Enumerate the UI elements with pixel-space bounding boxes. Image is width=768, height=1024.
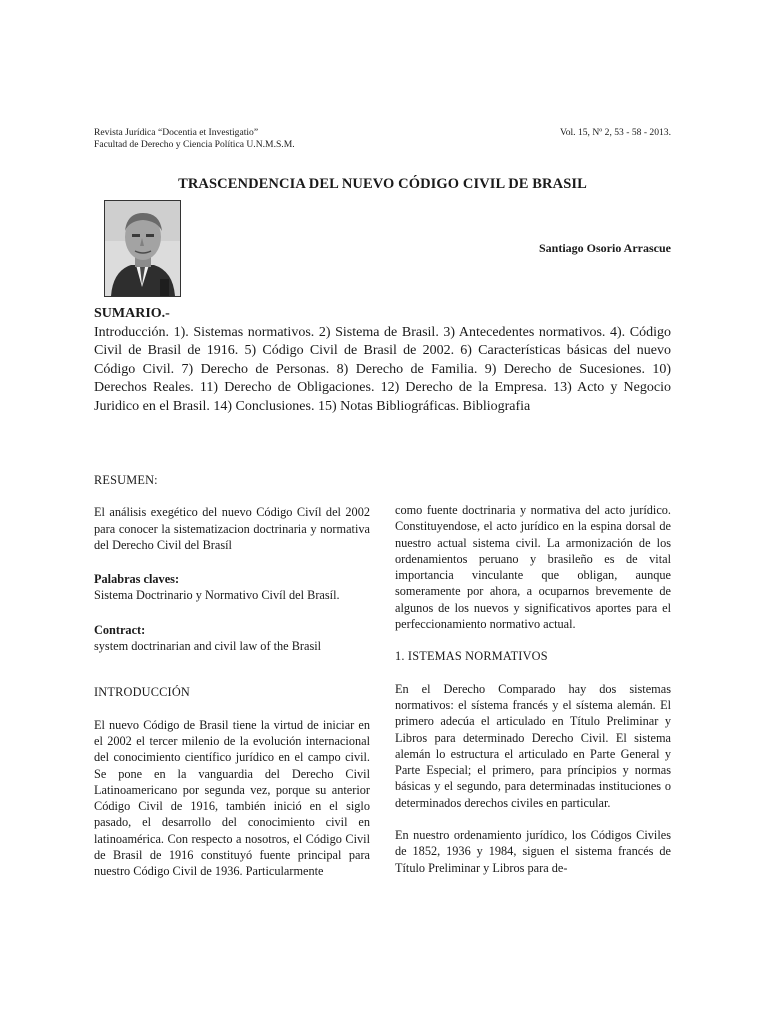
faculty-name: Facultad de Derecho y Ciencia Política U.N.M.S.M. — [94, 139, 295, 150]
continuation-paragraph: como fuente doctrinaria y normativa del acto jurídico. Constituyendose, el acto jurídico en la espina dorsal de nuestro actual sistema civil. La armonización de los ordenamientos peruano y brasileño es de vital importancia vinculante que obligan, aunque someramente por ahora, a ocuparnos brevemente de algunos de los nuevos y significativos aportes para el perfeccionamiento normativo actual. — [395, 503, 671, 632]
introduction-text: El nuevo Código de Brasil tiene la virtud de iniciar en el 2002 el tercer milenio de la evolución internacional del conocimiento científico jurídico en el campo civil. Se pone en la vanguardia del Derecho Civil Latinoamericano por segunda vez, porque su anterior Código Civil de 1916, también inició en el siglo pasado, el desarrollo del conocimiento civil en latinoamérica. Con respecto a nosotros, el Código Civil de Brasil de 1916 constituyó fuente principal para nuestro Código Civil de 1936. Particularmente — [94, 717, 370, 879]
volume-info: Vol. 15, Nº 2, 53 - 58 - 2013. — [560, 127, 671, 138]
running-header-left — [94, 127, 295, 151]
summary-text: Introducción. 1). Sistemas normativos. 2) Sistema de Brasil. 3) Antecedentes normativos. 4). Código Civil de Brasil de 1916. 5) Código Civil de Brasil de 2002. 6) Características básicas del nuevo Código Civil. 7) Derecho de Personas. 8) Derecho de Familia. 9) Derecho de Sucesiones. 10) Derechos Reales. 11) Derecho de Obligaciones. 12) Derecho de la Empresa. 13) Acto y Negocio Juridico en el Brasil. 14) Conclusiones. 15) Notas Bibliográficas. Bibliografia — [94, 324, 671, 414]
left-column — [94, 472, 370, 880]
author-photo — [104, 200, 181, 297]
contract-text: system doctrinarian and civil law of the Brasil — [94, 639, 322, 654]
keywords-heading: Palabras claves: — [94, 572, 180, 587]
keywords-text: Sistema Doctrinario y Normativo Civíl del Brasíl. — [94, 588, 340, 603]
summary-section — [94, 305, 671, 416]
abstract-heading: RESUMEN: — [94, 473, 158, 487]
author-name: Santiago Osorio Arrascue — [539, 241, 671, 255]
introduction-heading: INTRODUCCIÓN — [94, 685, 190, 700]
section-1-heading: 1. ISTEMAS NORMATIVOS — [395, 649, 548, 664]
article-title: TRASCENDENCIA DEL NUEVO CÓDIGO CIVIL DE BRASIL — [178, 176, 587, 192]
summary-label: SUMARIO.- — [94, 306, 170, 321]
contract-heading: Contract: — [94, 622, 146, 637]
right-column — [395, 502, 671, 876]
peruvian-codes-paragraph: En nuestro ordenamiento jurídico, los Códigos Civiles de 1852, 1936 y 1984, siguen el sistema francés de Título Preliminar y Libros para de- — [395, 828, 671, 875]
abstract-text: El análisis exegético del nuevo Código Civíl del 2002 para conocer la sistematizacion doctrinaria y normativa del Derecho Civil del Brasíl — [94, 505, 370, 552]
normative-systems-paragraph: En el Derecho Comparado hay dos sistemas normativos: el sístema francés y el sístema alemán. El primero adecúa el articulado en Título Preliminar y Libros para determinado Derecho Civil. El sistema alemán lo estructura el articulado en Parte General y Parte Especial; el primero, para príncipios y normas básicas y el segundo, para determinadas instituciones o determinados derechos civiles en particular. — [395, 681, 671, 810]
journal-name: Revista Jurídica “Docentia et Investigatio” — [94, 127, 259, 138]
author-portrait-image — [105, 201, 180, 296]
